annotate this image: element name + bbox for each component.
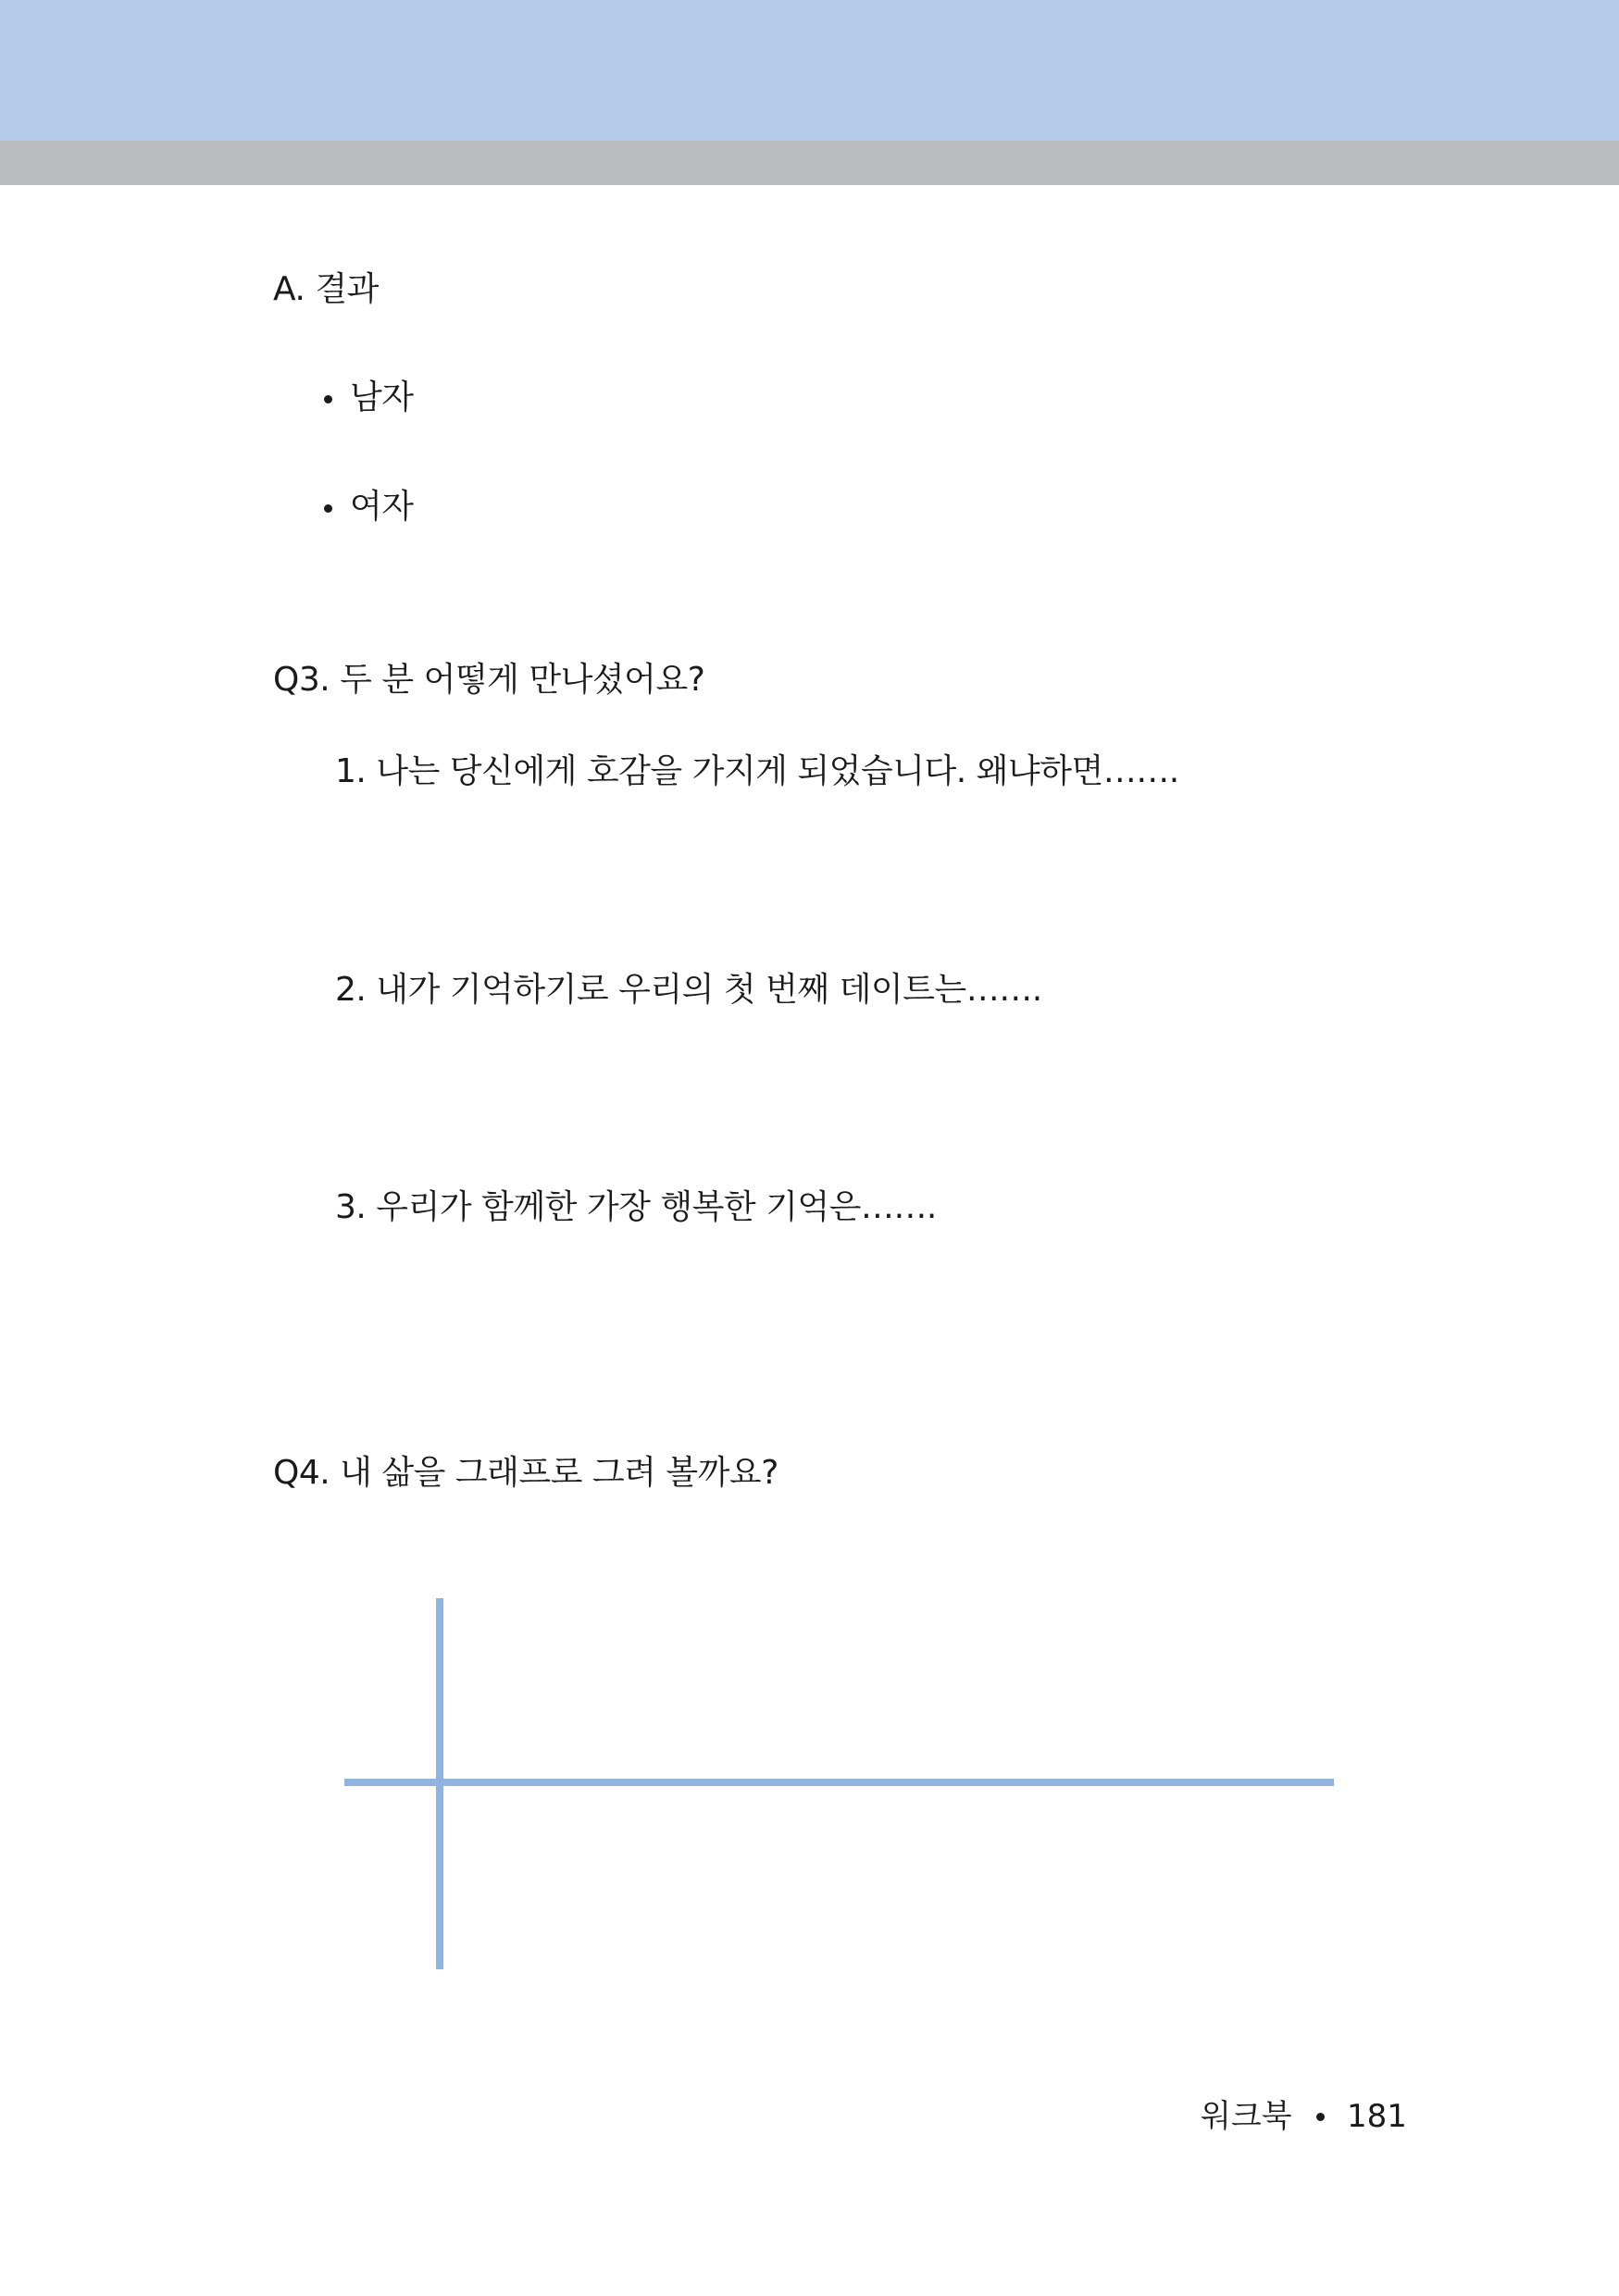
- footer-section-label: 워크북: [1201, 2098, 1292, 2135]
- q4-question: Q4. 내 삶을 그래프로 그려 볼까요?: [273, 1454, 778, 1492]
- footer-separator-dot: [1316, 2113, 1325, 2121]
- header-gray-stripe: [0, 141, 1619, 185]
- q3-question: Q3. 두 분 어떻게 만나셨어요?: [273, 661, 705, 699]
- bullet-icon: [324, 395, 332, 403]
- q3-prompt-1: 1. 나는 당신에게 호감을 가지게 되었습니다. 왜냐하면…….: [335, 752, 1179, 790]
- life-graph-area[interactable]: [342, 1596, 1338, 1971]
- header-color-band: [0, 0, 1619, 141]
- answer-heading: A. 결과: [273, 270, 379, 308]
- page-number: 181: [1347, 2098, 1407, 2135]
- bullet-icon: [324, 504, 332, 513]
- q3-prompt-2: 2. 내가 기억하기로 우리의 첫 번째 데이트는…….: [335, 971, 1042, 1009]
- answer-item-female: 여자: [350, 488, 414, 526]
- q3-prompt-3: 3. 우리가 함께한 가장 행복한 기억은…….: [335, 1188, 937, 1226]
- answer-item-male: 남자: [350, 379, 414, 416]
